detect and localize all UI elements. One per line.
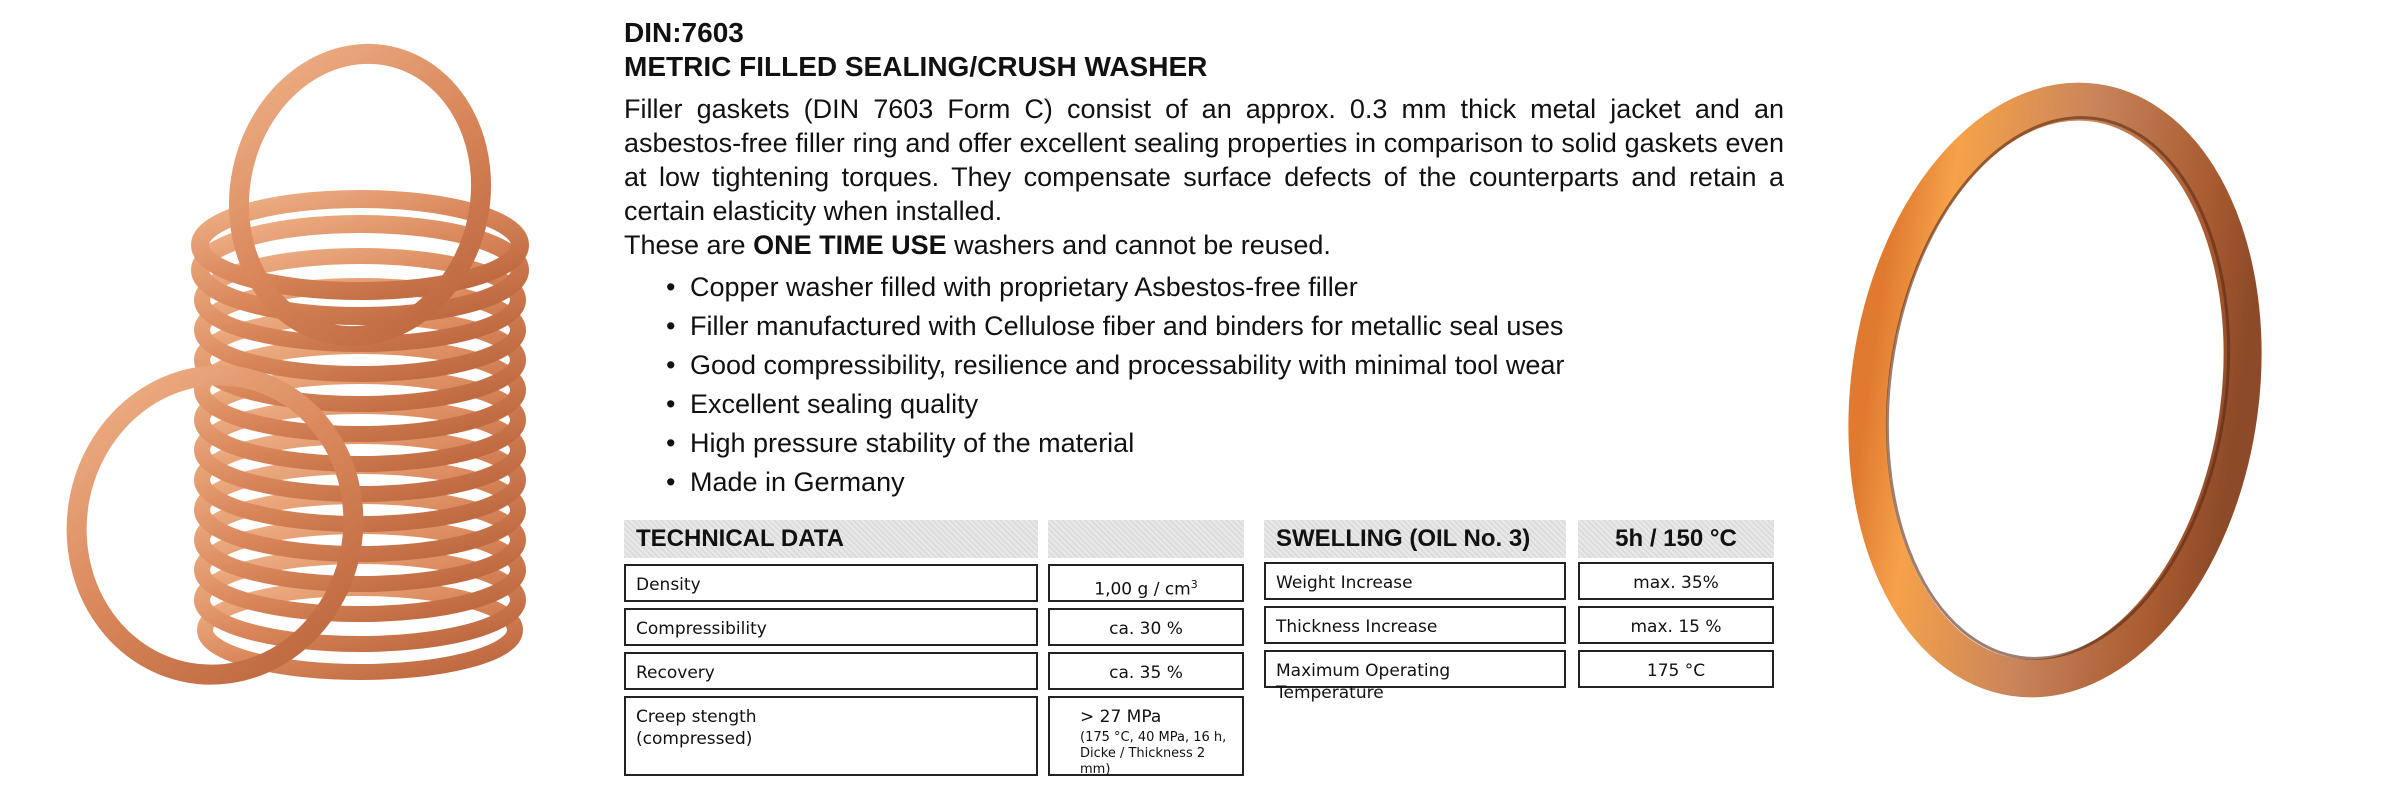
technical-data-header: TECHNICAL DATA	[624, 520, 1038, 558]
washer-stack-photo	[40, 20, 580, 740]
technical-row-value: ca. 30 %	[1048, 608, 1244, 646]
data-tables	[624, 520, 1784, 780]
single-washer-photo	[1830, 60, 2290, 720]
creep-value: > 27 MPa	[1080, 707, 1162, 727]
technical-row-value	[1048, 564, 1244, 602]
product-code: DIN:7603	[624, 17, 744, 48]
swelling-row-value: max. 35%	[1578, 562, 1774, 600]
product-title: METRIC FILLED SEALING/CRUSH WASHER	[624, 51, 1208, 82]
product-description-text: Filler gaskets (DIN 7603 Form C) consist of an approx. 0.3 mm thick metal jacket and an asbestos-free filler ring and offer excellent sealing properties in comparison to solid gaskets even at low tightening torques. They compensate surface defects of the counterparts and retain a certain elasticity when installed.	[624, 94, 1784, 226]
feature-list	[624, 268, 1784, 502]
swelling-row-label: Weight Increase	[1264, 562, 1566, 600]
feature-item: • Made in Germany	[666, 463, 1784, 502]
creep-label-line1: Creep stength	[636, 707, 757, 727]
technical-row-value	[1048, 696, 1244, 776]
swelling-row-value: max. 15 %	[1578, 606, 1774, 644]
swelling-row-label: Thickness Increase	[1264, 606, 1566, 644]
swelling-header: SWELLING (OIL No. 3)	[1264, 520, 1566, 558]
feature-item: • Filler manufactured with Cellulose fiber and binders for metallic seal uses	[666, 307, 1784, 346]
technical-row-label: Recovery	[624, 652, 1038, 690]
usage-emphasis: ONE TIME USE	[753, 230, 947, 260]
swelling-row-label: Maximum Operating Temperature	[1264, 650, 1566, 688]
swelling-header-value: 5h / 150 °C	[1578, 520, 1774, 558]
feature-item: • Copper washer filled with proprietary Asbestos-free filler	[666, 268, 1784, 307]
density-value: 1,00 g / cm	[1094, 579, 1191, 600]
density-unit-superscript: 3	[1190, 578, 1198, 591]
technical-row-label: Compressibility	[624, 608, 1038, 646]
creep-label-line2: (compressed)	[636, 729, 753, 749]
feature-item: • Good compressibility, resilience and processability with minimal tool wear	[666, 346, 1784, 385]
product-description	[624, 16, 1784, 502]
technical-row-label: Density	[624, 564, 1038, 602]
usage-suffix: washers and cannot be reused.	[946, 230, 1331, 260]
feature-item: • High pressure stability of the material	[666, 424, 1784, 463]
usage-note	[624, 228, 1784, 262]
technical-data-header-value	[1048, 520, 1244, 558]
technical-row-value: ca. 35 %	[1048, 652, 1244, 690]
creep-note-line1: (175 °C, 40 MPa, 16 h,	[1080, 730, 1227, 745]
feature-item: • Excellent sealing quality	[666, 385, 1784, 424]
creep-note-line2: Dicke / Thickness 2 mm)	[1080, 746, 1206, 777]
usage-prefix: These are	[624, 230, 754, 260]
technical-row-label	[624, 696, 1038, 776]
swelling-row-value: 175 °C	[1578, 650, 1774, 688]
